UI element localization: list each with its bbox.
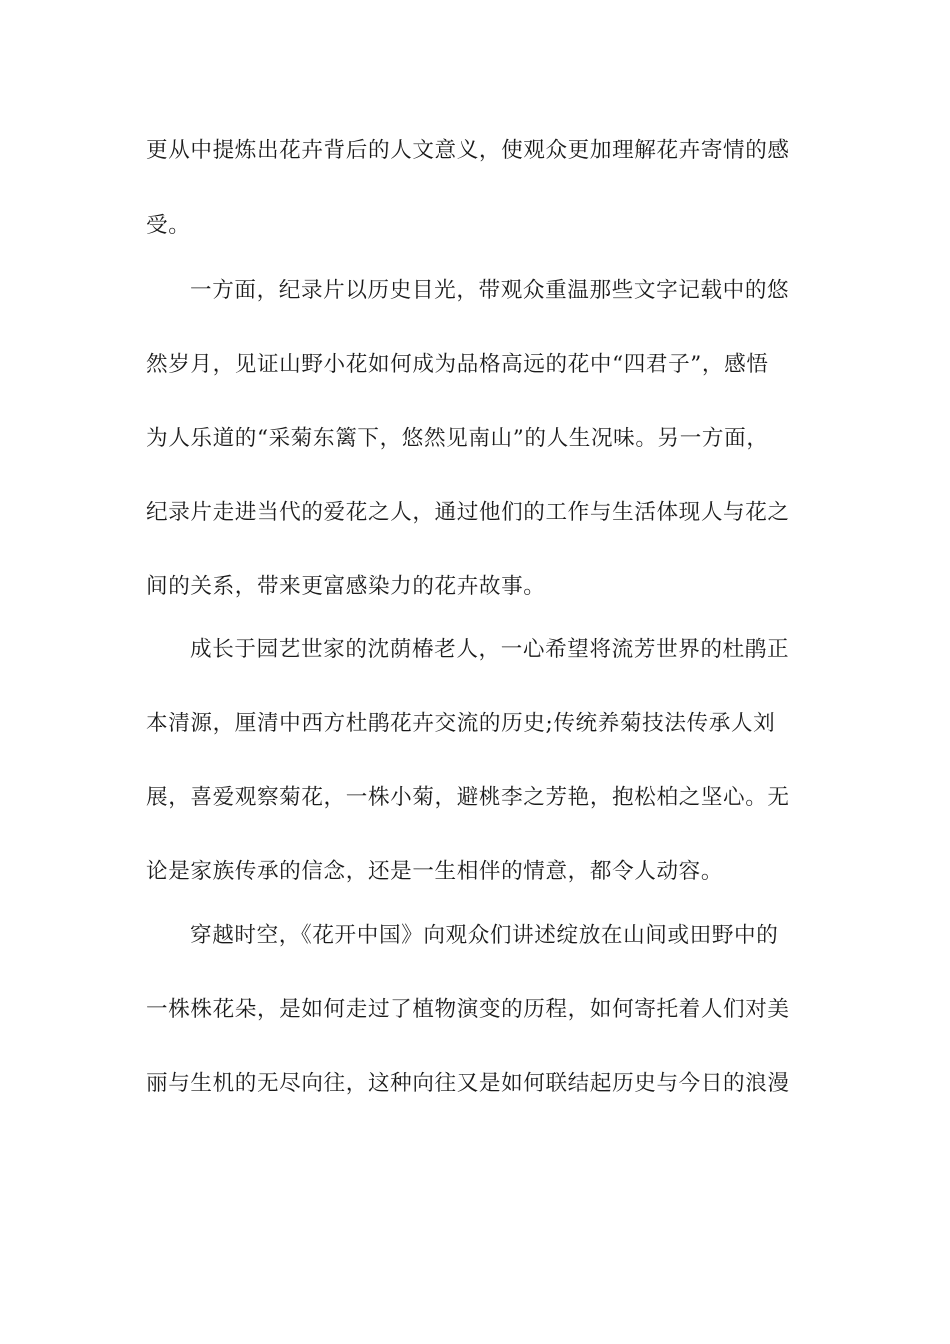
text-line: 展，喜爱观察菊花，一株小菊，避桃李之芳艳，抱松柏之坚心。无 — [146, 785, 790, 810]
text-line: 论是家族传承的信念，还是一生相伴的情意，都令人动容。 — [146, 859, 724, 884]
text-line: 然岁月，见证山野小花如何成为品格高远的花中“四君子”，感悟 — [146, 352, 769, 377]
text-line: 丽与生机的无尽向往，这种向往又是如何联结起历史与今日的浪漫 — [146, 1071, 790, 1096]
text-line: 本清源，厘清中西方杜鹃花卉交流的历史;传统养菊技法传承人刘 — [146, 711, 776, 736]
paragraph-start-line: 一方面，纪录片以历史目光，带观众重温那些文字记载中的悠 — [190, 278, 790, 303]
text-line: 一株株花朵，是如何走过了植物演变的历程，如何寄托着人们对美 — [146, 997, 790, 1022]
paragraph-start-line: 穿越时空，《花开中国》向观众们讲述绽放在山间或田野中的 — [190, 923, 779, 948]
text-line: 间的关系，带来更富感染力的花卉故事。 — [146, 574, 546, 599]
text-line: 为人乐道的“采菊东篱下，悠然见南山”的人生况味。另一方面， — [146, 426, 769, 451]
paragraph-start-line: 成长于园艺世家的沈荫椿老人，一心希望将流芳世界的杜鹃正 — [190, 637, 790, 662]
text-line: 更从中提炼出花卉背后的人文意义，使观众更加理解花卉寄情的感 — [146, 138, 790, 163]
text-line: 纪录片走进当代的爱花之人，通过他们的工作与生活体现人与花之 — [146, 500, 790, 525]
text-line: 受。 — [146, 213, 191, 238]
